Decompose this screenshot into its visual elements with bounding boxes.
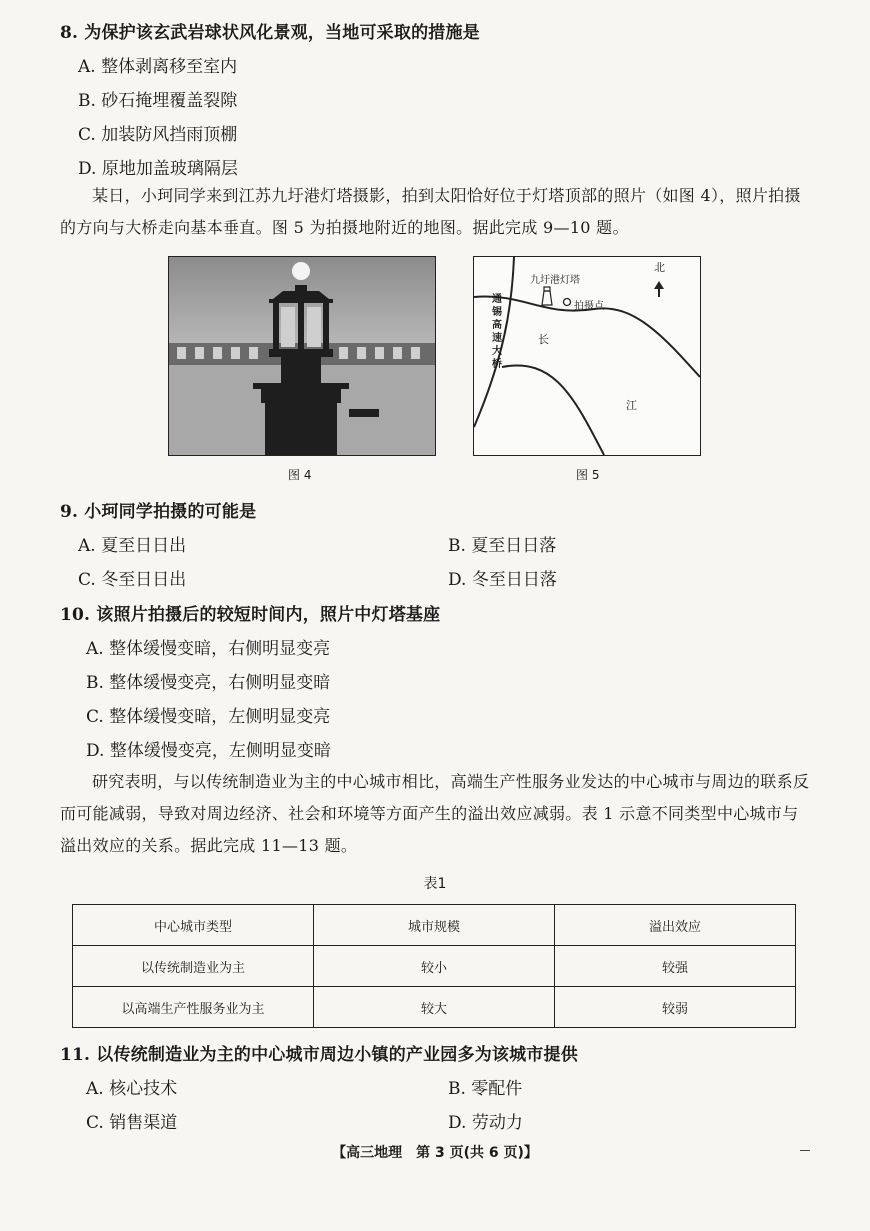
q10-option-c: C. 整体缓慢变暗，左侧明显变亮 (86, 707, 331, 727)
q8-option-a: A. 整体剥离移至室内 (78, 57, 238, 77)
map-river-char-1: 长 (538, 333, 549, 346)
q9-option-b: B. 夏至日日落 (448, 536, 557, 556)
q11-option-a: A. 核心技术 (86, 1079, 178, 1099)
table-header-cell: 城市规模 (314, 905, 555, 946)
table-cell: 较大 (314, 987, 555, 1028)
q10-stem: 10. 该照片拍摄后的较短时间内，照片中灯塔基座 (60, 605, 441, 625)
q10-option-a: A. 整体缓慢变暗，右侧明显变亮 (86, 639, 331, 659)
page-footer: 【高三地理 第 3 页(共 6 页)】 (332, 1145, 538, 1161)
map-river-char-2: 江 (626, 399, 637, 412)
table-cell: 较弱 (555, 987, 796, 1028)
table-row (73, 946, 796, 987)
figure-4-lighthouse-photo (168, 256, 436, 456)
table-cell: 以高端生产性服务业为主 (73, 987, 314, 1028)
passage-spillover: 研究表明，与以传统制造业为主的中心城市相比，高端生产性服务业发达的中心城市与周边的联系反而可能减弱，导致对周边经济、社会和环境等方面产生的溢出效应减弱。表 1 示意不同类型中心城市与溢出效应的关系。据此完成 11—13 题。 (60, 772, 810, 855)
q9-option-d: D. 冬至日日落 (448, 570, 557, 590)
map-lighthouse-label: 九圩港灯塔 (530, 275, 580, 286)
map-bridge-label: 通 锡 高 速 大 桥 (492, 294, 502, 370)
table-header-row (73, 905, 796, 946)
figure-5-map (473, 256, 701, 456)
figure-4-caption: 图 4 (288, 468, 312, 482)
map-shoot-label: 拍摄点 (574, 301, 604, 312)
q11-stem: 11. 以传统制造业为主的中心城市周边小镇的产业园多为该城市提供 (60, 1045, 578, 1065)
q10-option-d: D. 整体缓慢变亮，左侧明显变暗 (86, 741, 331, 761)
passage-lighthouse: 某日，小珂同学来到江苏九圩港灯塔摄影，拍到太阳恰好位于灯塔顶部的照片（如图 4），照片拍摄的方向与大桥走向基本垂直。图 5 为拍摄地附近的地图。据此完成 9—10 题。 (60, 186, 801, 237)
table-1-title: 表1 (423, 876, 447, 892)
q9-stem: 9. 小珂同学拍摄的可能是 (60, 502, 257, 522)
table-header-cell: 中心城市类型 (73, 905, 314, 946)
q8-option-b: B. 砂石掩埋覆盖裂隙 (78, 91, 238, 111)
table-cell: 以传统制造业为主 (73, 946, 314, 987)
q8-option-c: C. 加装防风挡雨顶棚 (78, 125, 238, 145)
north-arrow-icon (654, 281, 664, 297)
table-cell: 较强 (555, 946, 796, 987)
river-bank-south (502, 365, 604, 455)
lighthouse-silhouette-image (169, 257, 435, 455)
table-row (73, 987, 796, 1028)
map-north-label: 北 (654, 261, 665, 274)
q11-option-b: B. 零配件 (448, 1079, 523, 1099)
q9-option-c: C. 冬至日日出 (78, 570, 187, 590)
q11-option-d: D. 劳动力 (448, 1113, 523, 1133)
q10-option-b: B. 整体缓慢变亮，右侧明显变暗 (86, 673, 331, 693)
corner-mark (800, 1150, 810, 1151)
q11-option-c: C. 销售渠道 (86, 1113, 178, 1133)
shoot-point-icon (564, 299, 571, 306)
q8-stem: 8. 为保护该玄武岩球状风化景观，当地可采取的措施是 (60, 23, 480, 43)
q8-option-d: D. 原地加盖玻璃隔层 (78, 159, 238, 179)
lighthouse-icon (542, 287, 552, 305)
map-drawing (474, 257, 700, 455)
table-header-cell: 溢出效应 (555, 905, 796, 946)
table-cell: 较小 (314, 946, 555, 987)
figure-5-caption: 图 5 (576, 468, 600, 482)
q9-option-a: A. 夏至日日出 (78, 536, 187, 556)
table-1 (72, 904, 796, 1028)
